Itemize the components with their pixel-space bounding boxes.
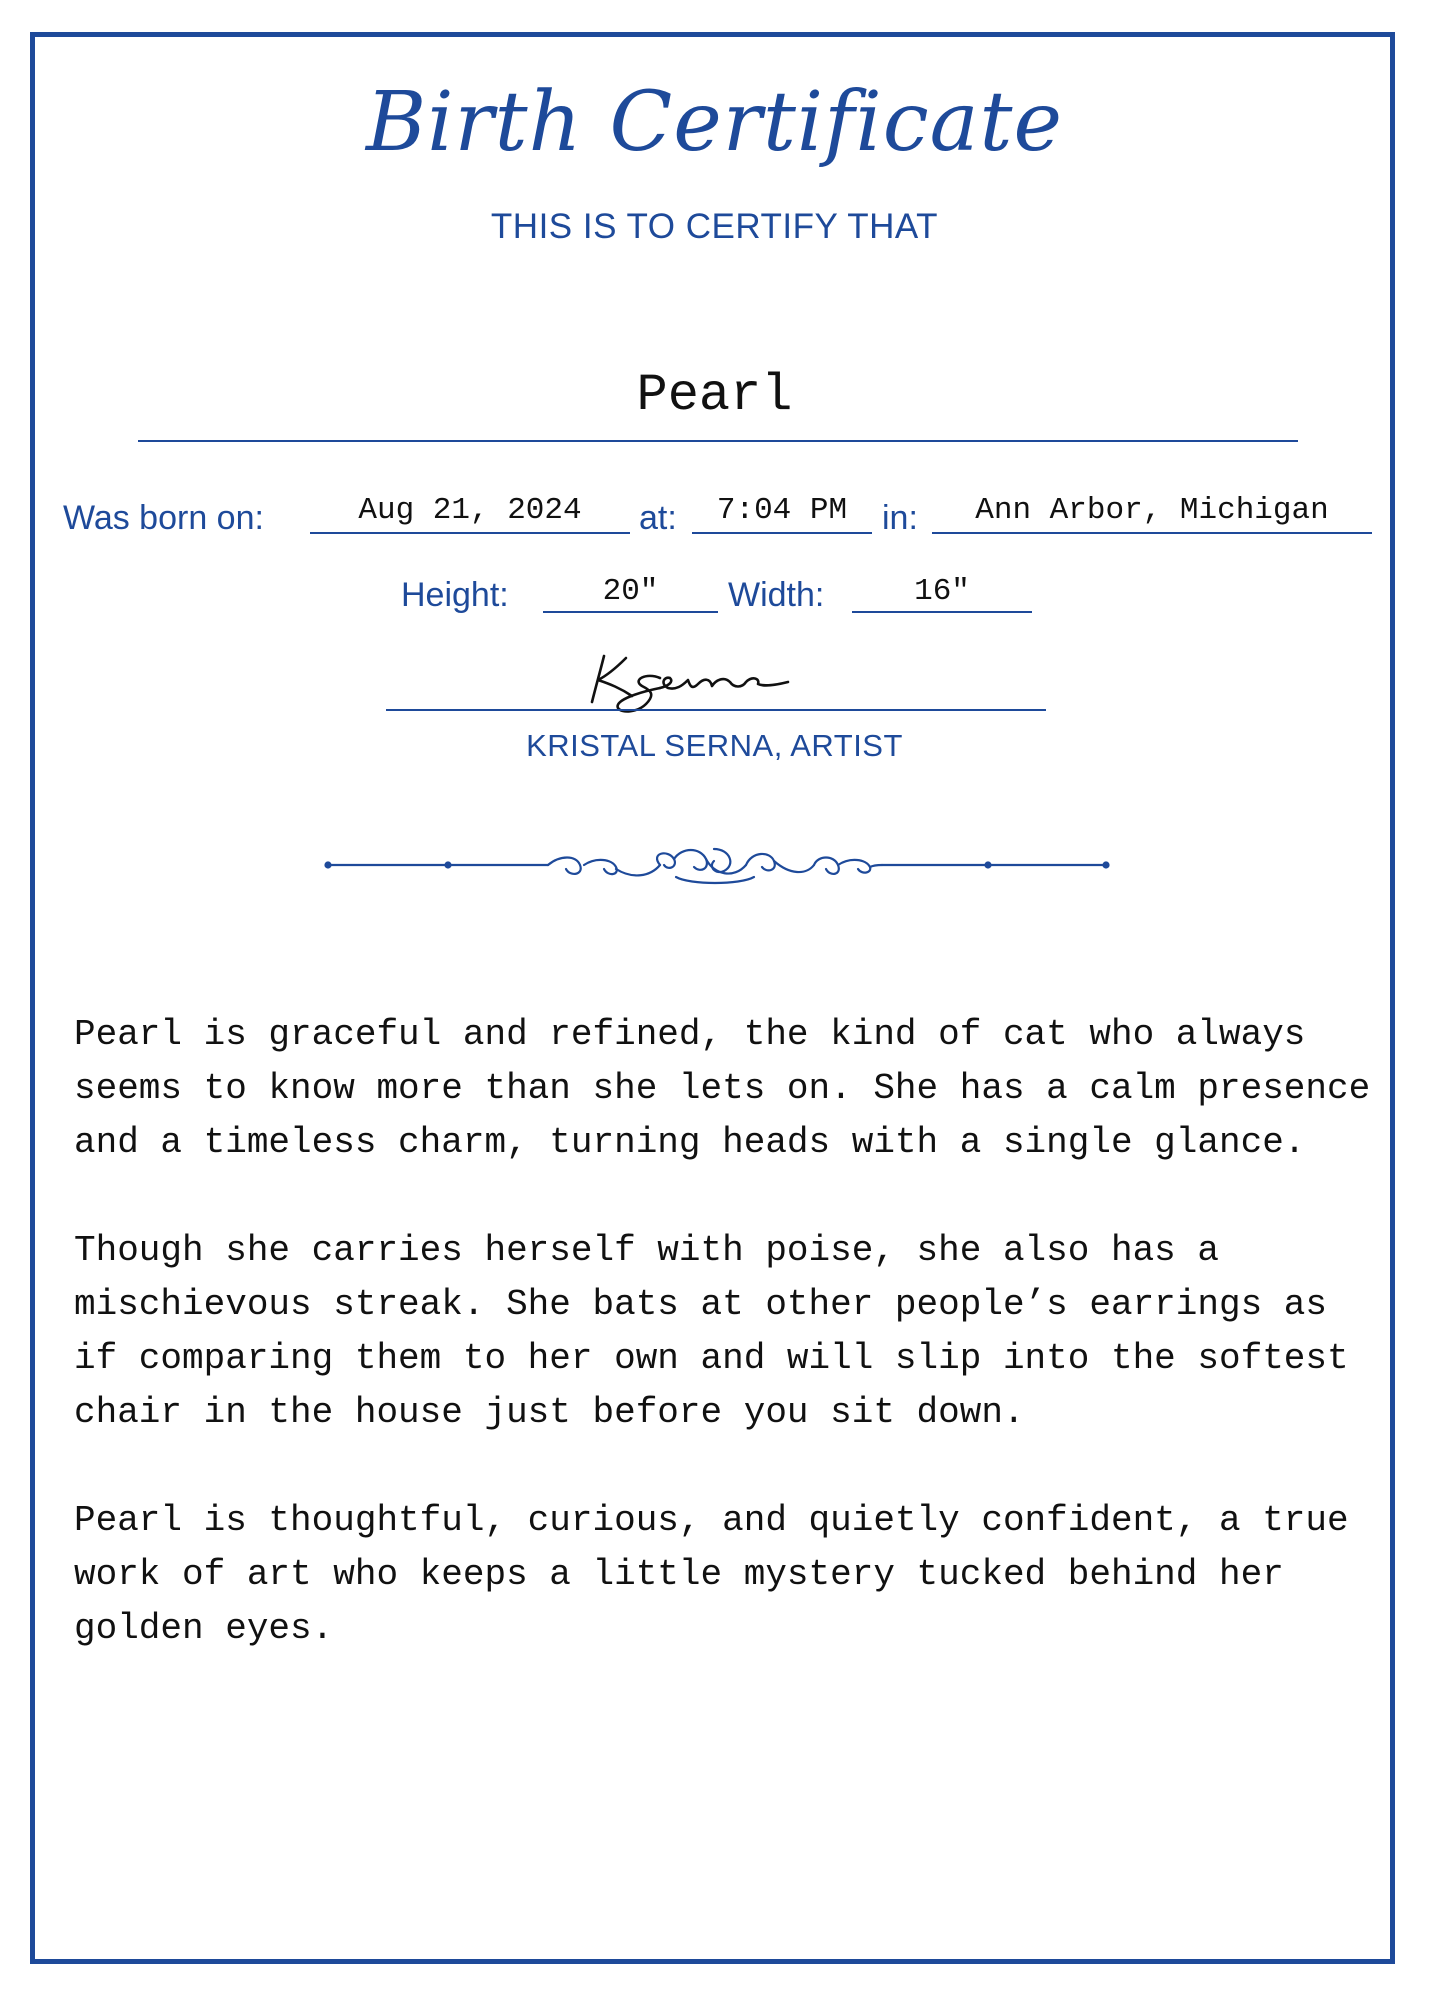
- birth-place: Ann Arbor, Michigan: [975, 493, 1329, 528]
- born-label: Was born on:: [63, 499, 264, 537]
- signature-line: [386, 709, 1046, 711]
- ornament-divider: [0, 835, 1429, 895]
- at-label: at:: [639, 499, 677, 537]
- story-paragraph-2: Though she carries herself with poise, she also has a mischievous streak. She bats at other people’s earrings as if comparing them to her own and will slip into the softest chair in the house just before you sit down.: [74, 1230, 1349, 1433]
- artist-signature: [0, 620, 1429, 730]
- certify-subtitle: THIS IS TO CERTIFY THAT: [490, 207, 939, 246]
- pet-name: Pearl: [636, 366, 793, 425]
- in-label: in:: [882, 499, 918, 537]
- birth-date-underline: [310, 532, 630, 534]
- birth-place-underline: [932, 532, 1372, 534]
- pet-story: [74, 1008, 1374, 1710]
- width-label: Width:: [728, 576, 825, 614]
- birth-date: Aug 21, 2024: [358, 493, 582, 528]
- height-underline: [543, 611, 718, 613]
- artist-name: KRISTAL SERNA, ARTIST: [526, 728, 903, 763]
- birth-time: 7:04 PM: [716, 493, 848, 528]
- certificate-title: Birth Certificate: [365, 75, 1064, 170]
- birth-time-underline: [692, 532, 872, 534]
- story-paragraph-1: Pearl is graceful and refined, the kind of cat who always seems to know more than she lets on. She has a calm presence and a timeless charm, turning heads with a single glance.: [74, 1014, 1371, 1163]
- height-label: Height:: [401, 576, 509, 614]
- height-value: 20": [602, 574, 659, 609]
- width-underline: [852, 611, 1032, 613]
- width-value: 16": [914, 574, 970, 609]
- name-underline: [138, 440, 1298, 442]
- story-paragraph-3: Pearl is thoughtful, curious, and quietly confident, a true work of art who keeps a little mystery tucked behind her golden eyes.: [74, 1500, 1349, 1649]
